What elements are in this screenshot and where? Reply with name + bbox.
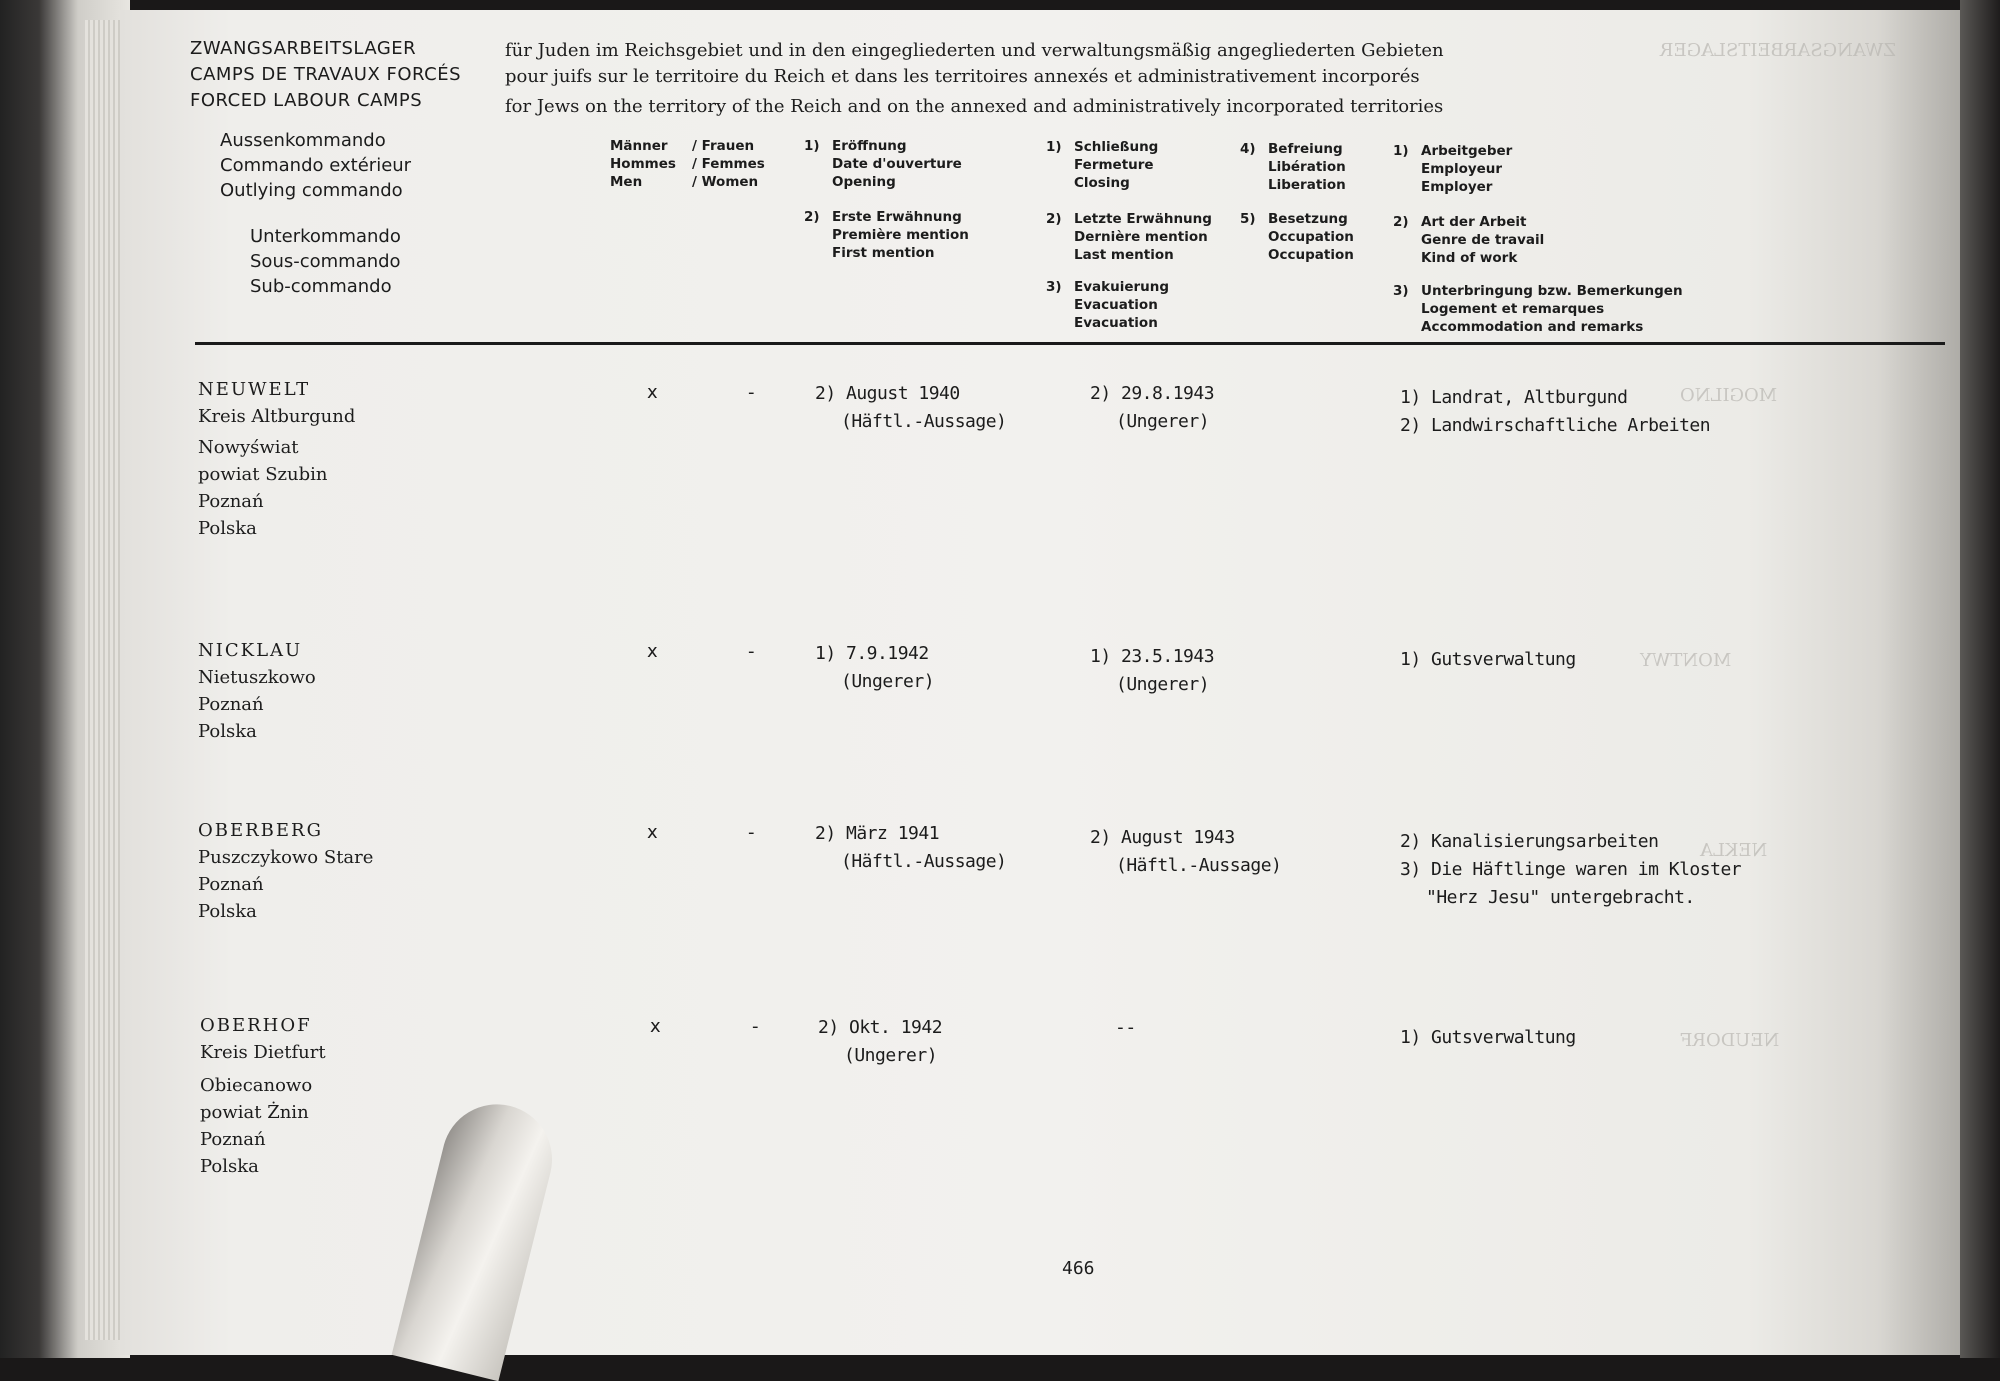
entry-location	[198, 376, 355, 542]
closing-line: 2) August 1943	[1090, 827, 1235, 848]
men-en: Men	[610, 174, 643, 190]
liberation-de: Befreiung	[1268, 141, 1343, 157]
num: 1)	[1393, 143, 1409, 159]
opening-cell	[815, 380, 1006, 436]
title-fr: CAMPS DE TRAVAUX FORCÉS	[190, 64, 462, 85]
opening-source: (Häftl.-Aussage)	[841, 851, 1007, 872]
women-en: / Women	[692, 174, 759, 190]
closing-source: (Ungerer)	[1116, 674, 1210, 695]
opening-line: 2) August 1940	[815, 383, 960, 404]
closing-cell	[1090, 380, 1214, 436]
kind-of-work-de: Art der Arbeit	[1421, 214, 1527, 230]
opening-fr: Date d'ouverture	[832, 156, 962, 172]
opening-line: 2) März 1941	[815, 823, 940, 844]
show-through-text: ZWANGSARBEITSLAGER	[1660, 40, 1896, 61]
show-through-text: MONTWY	[1640, 650, 1732, 671]
remarks-cell	[1400, 646, 1576, 674]
men-mark: x	[647, 822, 658, 843]
opening-de: Eröffnung	[832, 138, 907, 154]
location-line: Polska	[198, 721, 257, 742]
employer-de: Arbeitgeber	[1421, 143, 1513, 159]
opening-source: (Ungerer)	[844, 1045, 938, 1066]
women-mark: -	[748, 382, 755, 403]
location-line: Poznań	[198, 874, 264, 895]
outlying-de: Aussenkommando	[220, 130, 386, 151]
liberation-en: Liberation	[1268, 177, 1346, 193]
location-line: Poznań	[200, 1129, 266, 1150]
closing-cell	[1090, 824, 1281, 880]
location-line: Poznań	[198, 491, 264, 512]
closing-header	[1046, 138, 1158, 192]
employer-en: Employer	[1421, 179, 1493, 195]
entry-location	[198, 637, 316, 745]
remarks-cell	[1400, 384, 1710, 440]
num: 4)	[1240, 141, 1256, 157]
occupation-fr: Occupation	[1268, 229, 1354, 245]
first-mention-en: First mention	[832, 245, 935, 261]
location-line: Puszczykowo Stare	[198, 847, 374, 868]
num: 1)	[804, 138, 820, 154]
title-en: FORCED LABOUR CAMPS	[190, 90, 423, 111]
desc-fr: pour juifs sur le territoire du Reich et dans les territoires annexés et administrativement incorporés	[505, 66, 1420, 87]
women-mark: -	[748, 822, 755, 843]
remarks-line: 3) Die Häftlinge waren im Kloster	[1400, 859, 1742, 880]
num: 2)	[1046, 211, 1062, 227]
page-number: 466	[1062, 1258, 1095, 1279]
opening-source: (Ungerer)	[841, 671, 935, 692]
closing-line: --	[1115, 1017, 1136, 1038]
men-mark: x	[647, 641, 658, 662]
remarks-line: 1) Gutsverwaltung	[1400, 649, 1576, 670]
entry-location	[198, 817, 373, 925]
men-mark: x	[647, 382, 658, 403]
num: 2)	[1393, 214, 1409, 230]
occupation-header	[1240, 210, 1354, 264]
opening-cell	[818, 1014, 942, 1070]
sub-fr: Sous-commando	[250, 251, 401, 272]
occupation-de: Besetzung	[1268, 211, 1348, 227]
title-de: ZWANGSARBEITSLAGER	[190, 38, 417, 59]
kind-of-work-en: Kind of work	[1421, 250, 1518, 266]
remarks-line: 2) Landwirschaftliche Arbeiten	[1400, 415, 1711, 436]
closing-cell	[1090, 643, 1214, 699]
location-line: Poznań	[198, 694, 264, 715]
header-rule	[195, 342, 1945, 345]
location-line: Kreis Dietfurt	[200, 1042, 326, 1063]
remarks-en: Accommodation and remarks	[1421, 319, 1644, 335]
remarks-header	[1393, 282, 1683, 336]
location-line: powiat Żnin	[200, 1102, 309, 1123]
employer-header	[1393, 142, 1512, 196]
opening-header	[804, 137, 962, 191]
location-line: Polska	[198, 518, 257, 539]
outlying-fr: Commando extérieur	[220, 155, 412, 176]
camp-name: OBERBERG	[198, 820, 323, 841]
desc-en: for Jews on the territory of the Reich and on the annexed and administratively incorporated territories	[505, 96, 1444, 117]
sex-row	[610, 155, 765, 173]
opening-line: 2) Okt. 1942	[818, 1017, 943, 1038]
last-mention-fr: Dernière mention	[1074, 229, 1208, 245]
location-line: Nietuszkowo	[198, 667, 316, 688]
camp-name: NEUWELT	[198, 379, 311, 400]
remarks-line: 2) Kanalisierungsarbeiten	[1400, 831, 1659, 852]
opening-cell	[815, 820, 1006, 876]
remarks-fr: Logement et remarques	[1421, 301, 1605, 317]
book-page	[120, 10, 1970, 1355]
opening-cell	[815, 640, 934, 696]
opening-source: (Häftl.-Aussage)	[841, 411, 1007, 432]
men-de: Männer	[610, 138, 668, 154]
camp-name: OBERHOF	[200, 1015, 312, 1036]
closing-fr: Fermeture	[1074, 157, 1154, 173]
location-line: powiat Szubin	[198, 464, 328, 485]
women-mark: -	[748, 641, 755, 662]
camp-name: NICKLAU	[198, 640, 303, 661]
show-through-text: MOGILNO	[1680, 385, 1778, 406]
num: 1)	[1046, 139, 1062, 155]
sub-commando-label	[250, 224, 401, 299]
men-fr: Hommes	[610, 156, 676, 172]
first-mention-de: Erste Erwähnung	[832, 209, 962, 225]
last-mention-en: Last mention	[1074, 247, 1174, 263]
liberation-header	[1240, 140, 1346, 194]
opening-line: 1) 7.9.1942	[815, 643, 929, 664]
remarks-line: 1) Landrat, Altburgund	[1400, 387, 1628, 408]
desc-de: für Juden im Reichsgebiet und in den eingegliederten und verwaltungsmäßig angegliederten Gebieten	[505, 40, 1444, 61]
location-line: Obiecanowo	[200, 1075, 313, 1096]
num: 2)	[804, 209, 820, 225]
remarks-cell	[1400, 828, 1741, 912]
location-line: Nowyświat	[198, 437, 299, 458]
num: 3)	[1393, 283, 1409, 299]
employer-fr: Employeur	[1421, 161, 1503, 177]
liberation-fr: Libération	[1268, 159, 1346, 175]
women-de: / Frauen	[692, 138, 755, 154]
remarks-cell	[1400, 1024, 1576, 1052]
sex-header	[610, 137, 765, 191]
sub-en: Sub-commando	[250, 276, 392, 297]
closing-line: 2) 29.8.1943	[1090, 383, 1215, 404]
evacuation-header	[1046, 278, 1169, 332]
women-fr: / Femmes	[692, 156, 765, 172]
closing-source: (Häftl.-Aussage)	[1116, 855, 1282, 876]
remarks-line: "Herz Jesu" untergebracht.	[1426, 887, 1695, 908]
kind-of-work-header	[1393, 213, 1544, 267]
closing-en: Closing	[1074, 175, 1130, 191]
opening-en: Opening	[832, 174, 896, 190]
closing-line: 1) 23.5.1943	[1090, 646, 1215, 667]
closing-de: Schließung	[1074, 139, 1159, 155]
kind-of-work-fr: Genre de travail	[1421, 232, 1545, 248]
occupation-en: Occupation	[1268, 247, 1354, 263]
num: 3)	[1046, 279, 1062, 295]
last-mention-de: Letzte Erwähnung	[1074, 211, 1212, 227]
right-page-edge	[1960, 0, 2000, 1358]
men-mark: x	[650, 1016, 661, 1037]
evacuation-fr: Evacuation	[1074, 297, 1158, 313]
evacuation-en: Evacuation	[1074, 315, 1158, 331]
closing-source: (Ungerer)	[1116, 411, 1210, 432]
num: 5)	[1240, 211, 1256, 227]
location-line: Kreis Altburgund	[198, 406, 356, 427]
location-line: Polska	[200, 1156, 259, 1177]
entry-location	[200, 1012, 326, 1180]
sex-row	[610, 137, 765, 155]
first-mention-fr: Première mention	[832, 227, 969, 243]
last-mention-header	[1046, 210, 1212, 264]
remarks-line: 1) Gutsverwaltung	[1400, 1027, 1576, 1048]
first-mention-header	[804, 208, 969, 262]
sub-de: Unterkommando	[250, 226, 401, 247]
show-through-text: NEUDORF	[1680, 1030, 1780, 1051]
sex-row	[610, 173, 765, 191]
closing-cell	[1115, 1014, 1136, 1042]
outlying-commando-label	[220, 128, 411, 203]
show-through-text: NEKLA	[1700, 840, 1768, 861]
location-line: Polska	[198, 901, 257, 922]
remarks-de: Unterbringung bzw. Bemerkungen	[1421, 283, 1683, 299]
evacuation-de: Evakuierung	[1074, 279, 1170, 295]
women-mark: -	[752, 1016, 759, 1037]
outlying-en: Outlying commando	[220, 180, 403, 201]
